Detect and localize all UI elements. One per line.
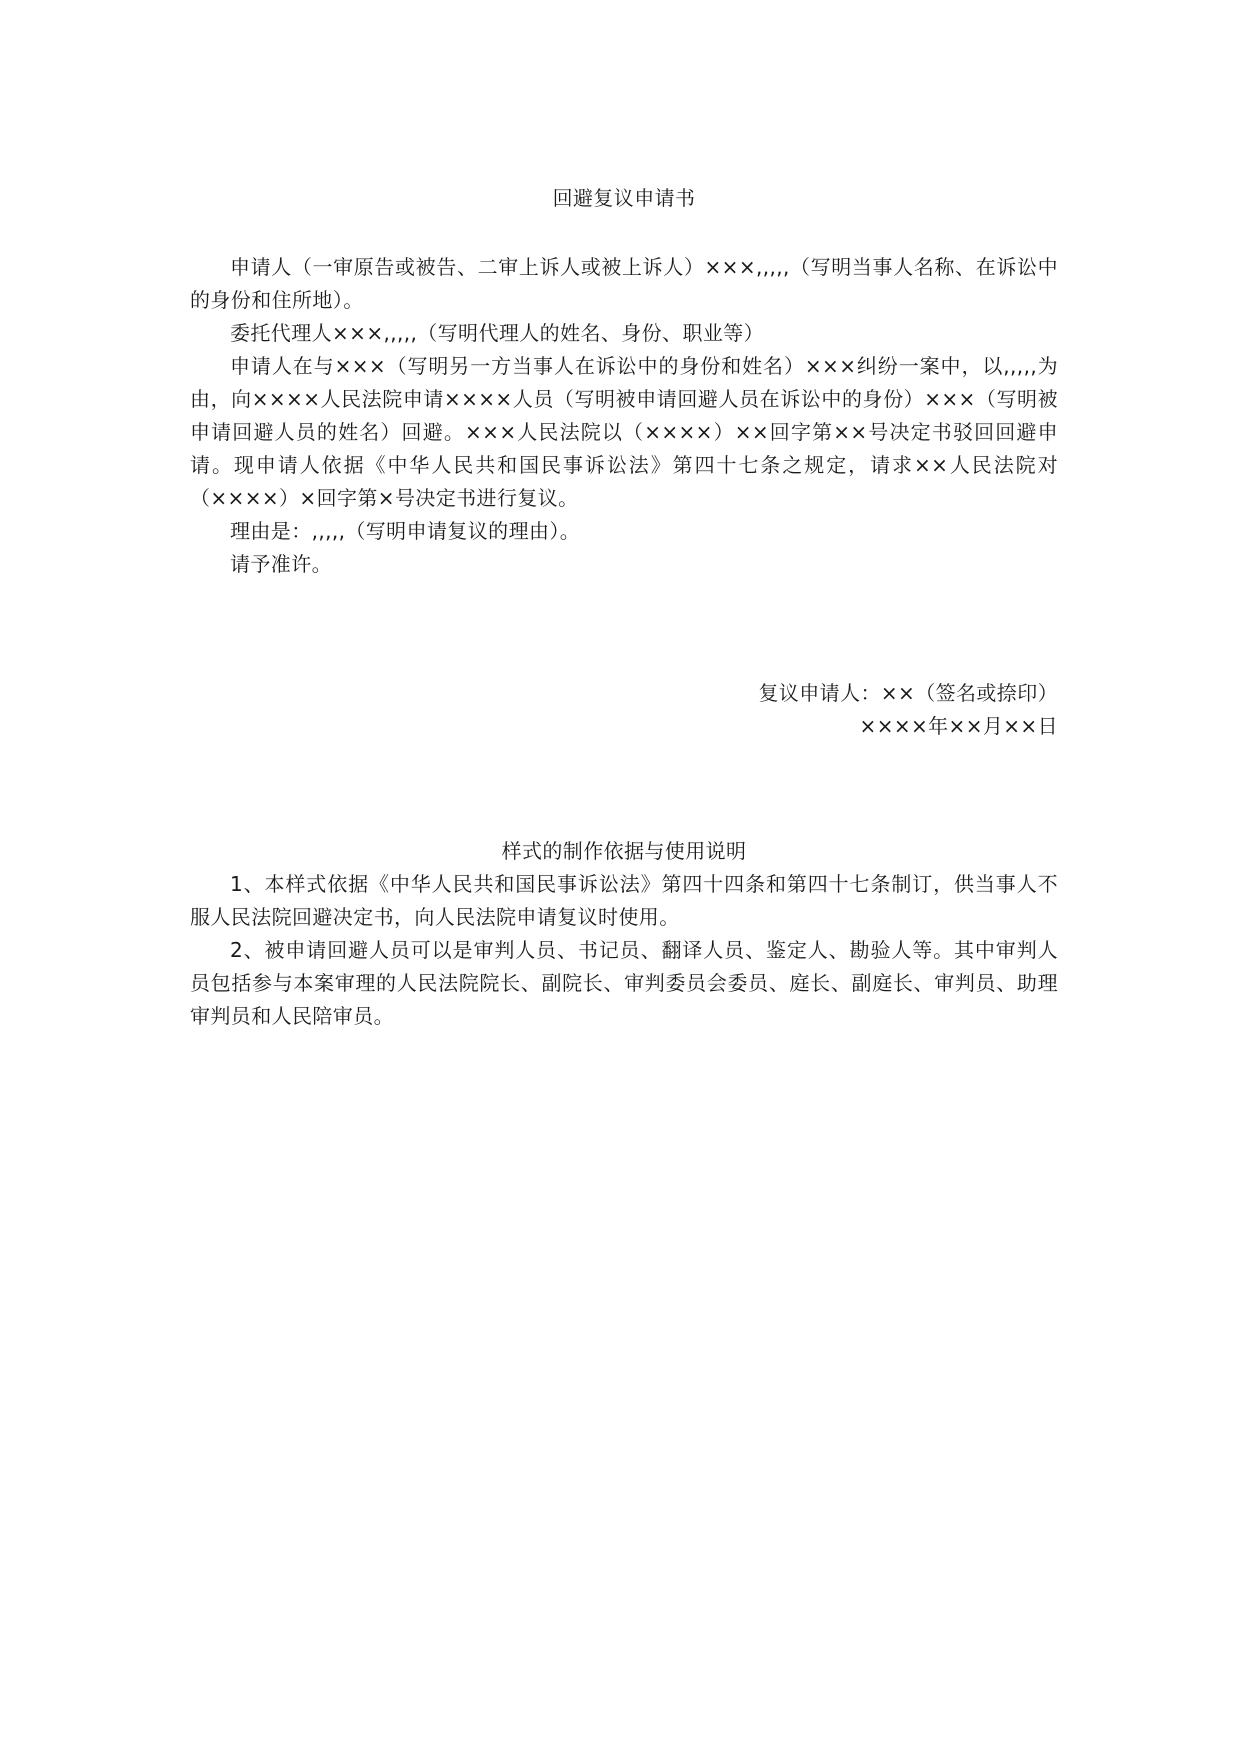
note-item-1: 1、本样式依据《中华人民共和国民事诉讼法》第四十四条和第四十七条制订，供当事人不服人民法院回避决定书，向人民法院申请复议时使用。 <box>190 872 1058 929</box>
signature-date: ××××年××月××日 <box>859 714 1058 738</box>
signature-applicant: 复议申请人：××（签名或捺印） <box>758 681 1058 705</box>
request-paragraph: 请予准许。 <box>230 552 332 576</box>
notes-title: 样式的制作依据与使用说明 <box>501 839 747 863</box>
reason-paragraph: 理由是：,,,,,（写明申请复议的理由）。 <box>230 519 581 543</box>
agent-paragraph: 委托代理人×××,,,,,（写明代理人的姓名、身份、职业等） <box>230 321 765 345</box>
case-paragraph: 申请人在与×××（写明另一方当事人在诉讼中的身份和姓名）×××纠纷一案中，以,,,,,为由，向××××人民法院申请××××人员（写明被申请回避人员在诉讼中的身份）×××（写明被申请回避人员的姓名）回避。×××人民法院以（××××）××回字第××号决定书驳回回避申请。现申请人依据《中华人民共和国民事诉讼法》第四十七条之规定，请求××人民法院对（××××）×回字第×号决定书进行复议。 <box>190 354 1058 510</box>
document-body <box>190 182 1058 1033</box>
signature-block <box>190 677 1058 743</box>
applicant-paragraph: 申请人（一审原告或被告、二审上诉人或被上诉人）×××,,,,,（写明当事人名称、在诉讼中的身份和住所地）。 <box>190 255 1058 312</box>
document-title: 回避复议申请书 <box>552 186 696 210</box>
note-item-2: 2、被申请回避人员可以是审判人员、书记员、翻译人员、鉴定人、勘验人等。其中审判人员包括参与本案审理的人民法院院长、副院长、审判委员会委员、庭长、副庭长、审判员、助理审判员和人民陪审员。 <box>190 938 1058 1028</box>
